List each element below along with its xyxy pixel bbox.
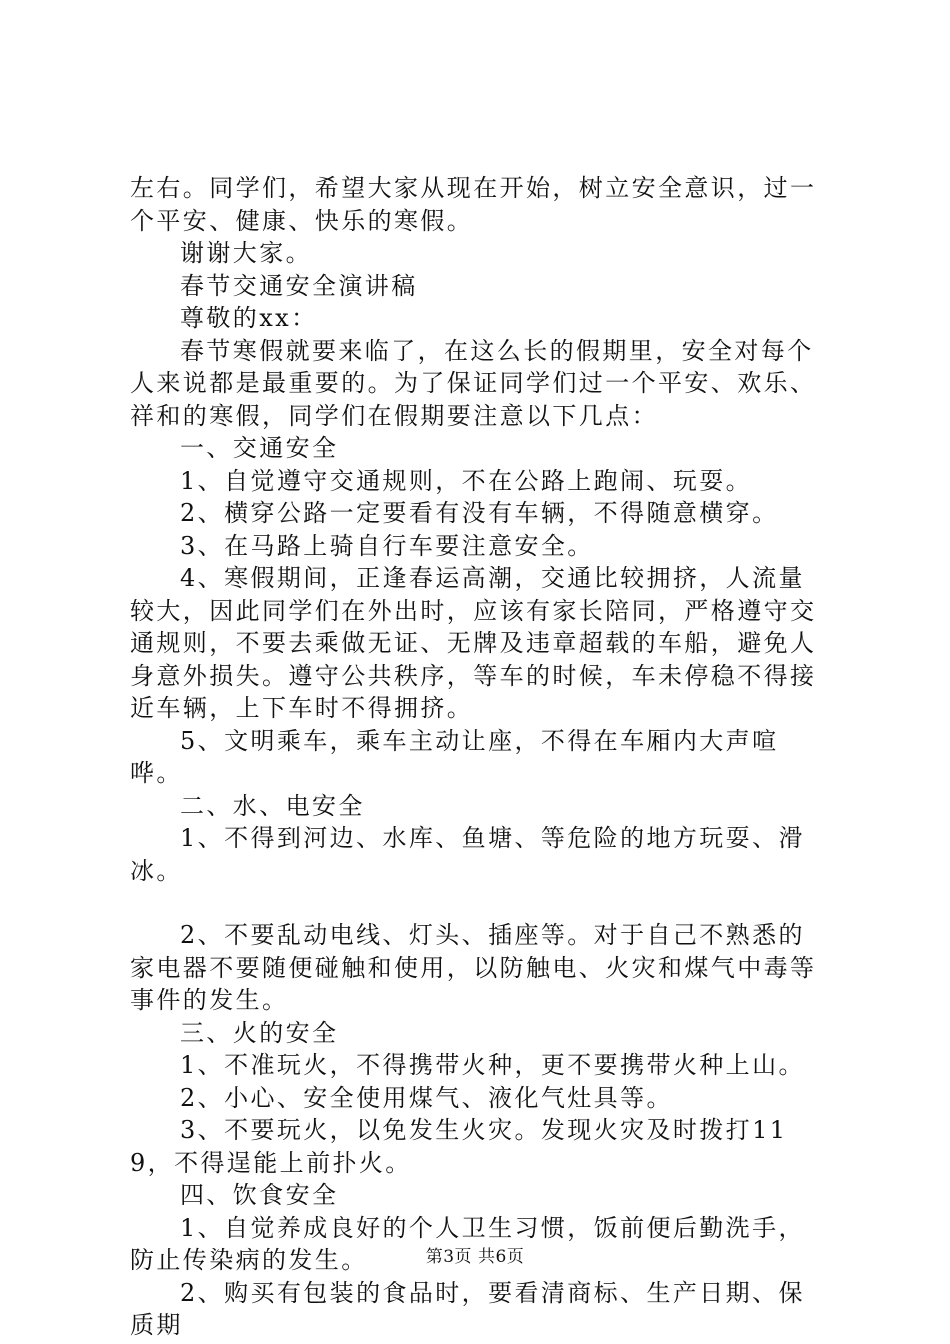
list-item: 1、自觉遵守交通规则，不在公路上跑闹、玩耍。 <box>180 466 753 495</box>
list-item: 2、购买有包装的食品时，要看清商标、生产日期、保质期 <box>130 1278 805 1339</box>
page-number-footer: 第3页 共6页 <box>425 1247 525 1267</box>
paragraph: 谢谢大家。 <box>180 239 312 267</box>
list-item: 4、寒假期间，正逢春运高潮，交通比较拥挤，人流量较大，因此同学们在外出时，应该有家长陪同，严格遵守交通规则，不要去乘做无证、无牌及违章超载的车船，避免人身意外损失。遵守公共秩序，等车的时候，车未停稳不得接近车辆，上下车时不得拥挤。 <box>130 564 817 722</box>
list-item: 1、不准玩火，不得携带火种，更不要携带火种上山。 <box>180 1051 805 1079</box>
paragraph: 左右。同学们，希望大家从现在开始，树立安全意识，过一个平安、健康、快乐的寒假。 <box>130 174 817 235</box>
list-item: 1、自觉养成良好的个人卫生习惯，饭前便后勤洗手，防止传染病的发生。 <box>130 1213 805 1274</box>
paragraph: 春节寒假就要来临了，在这么长的假期里，安全对每个人来说都是最重要的。为了保证同学们过一个平安、欢乐、祥和的寒假，同学们在假期要注意以下几点： <box>130 336 817 430</box>
list-item: 2、小心、安全使用煤气、液化气灶具等。 <box>180 1083 673 1112</box>
list-item: 2、不要乱动电线、灯头、插座等。对于自己不熟悉的家电器不要随便碰触和使用，以防触电、火灾和煤气中毒等事件的发生。 <box>130 921 817 1014</box>
list-item: 3、不要玩火，以免发生火灾。发现火灾及时拨打119，不得逞能上前扑火。 <box>130 1116 788 1177</box>
list-item: 3、在马路上骑自行车要注意安全。 <box>180 531 594 560</box>
list-item: 2、横穿公路一定要看有没有车辆，不得随意横穿。 <box>180 499 779 527</box>
blank-line <box>130 887 830 919</box>
list-item: 1、不得到河边、水库、鱼塘、等危险的地方玩耍、滑冰。 <box>130 824 805 885</box>
heading-fire-safety: 三、火的安全 <box>180 1018 339 1047</box>
heading-traffic-safety: 一、交通安全 <box>180 434 339 462</box>
section-title: 春节交通安全演讲稿 <box>180 271 418 300</box>
heading-water-electric-safety: 二、水、电安全 <box>180 791 365 820</box>
list-item: 5、文明乘车，乘车主动让座，不得在车厢内大声喧哗。 <box>130 726 779 787</box>
heading-food-safety: 四、饮食安全 <box>180 1181 339 1209</box>
salutation: 尊敬的xx： <box>180 304 318 332</box>
document-body <box>130 172 830 1342</box>
